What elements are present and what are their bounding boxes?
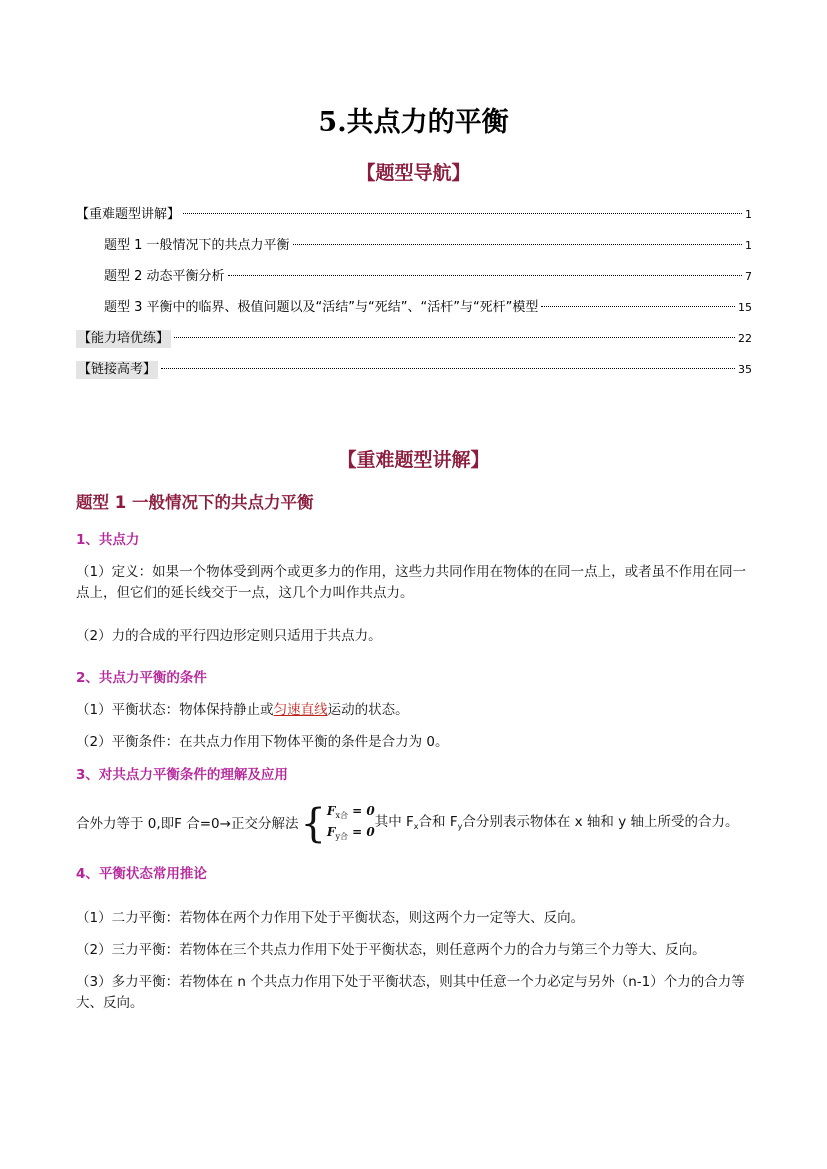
equation-y: $F_{y合} = 0$	[326, 825, 375, 841]
point-3-title: 3、对共点力平衡条件的理解及应用	[76, 767, 288, 783]
toc-leader-dots	[228, 275, 742, 276]
toc-leader-dots	[183, 213, 742, 214]
point-2-title: 2、共点力平衡的条件	[76, 670, 207, 686]
state-text-pre: （1）平衡状态：物体保持静止或	[76, 702, 274, 718]
toc-page-number: 1	[745, 208, 752, 221]
point-1-title: 1、共点力	[76, 532, 140, 548]
table-of-contents	[76, 206, 752, 379]
toc-leader-dots	[293, 244, 742, 245]
toc-entry-type-1[interactable]	[104, 237, 752, 255]
nav-heading: 【题型导航】	[356, 162, 471, 184]
point-2-state	[76, 700, 756, 721]
point-4-two-forces: （1）二力平衡：若物体在两个力作用下处于平衡状态，则这两个力一定等大、反向。	[76, 910, 585, 926]
point-4-title: 4、平衡状态常用推论	[76, 866, 207, 882]
point-3-formula-line	[76, 803, 776, 845]
toc-label: 【链接高考】	[78, 362, 157, 377]
formula-text-pre: 合外力等于 0,即F 合=0→正交分解法	[76, 815, 299, 832]
toc-page-number: 35	[738, 363, 752, 376]
toc-page-number: 15	[738, 301, 752, 314]
toc-leader-dots	[174, 337, 735, 338]
toc-entry-gaokao[interactable]	[76, 361, 752, 379]
toc-entry-type-3[interactable]	[104, 299, 752, 317]
toc-leader-dots	[541, 306, 735, 307]
section-heading: 【重难题型讲解】	[337, 449, 490, 471]
toc-entry-ability[interactable]	[76, 330, 752, 348]
point-4-three-forces: （2）三力平衡：若物体在三个共点力作用下处于平衡状态，则任意两个力的合力与第三个力等大、反向。	[76, 942, 706, 958]
toc-label: 题型 3 平衡中的临界、极值问题以及“活结”与“死结”、“活杆”与“死杆”模型	[104, 300, 539, 315]
document-title: 5.共点力的平衡	[318, 107, 509, 138]
toc-page-number: 7	[745, 270, 752, 283]
point-4-many-forces: （3）多力平衡：若物体在 n 个共点力作用下处于平衡状态，则其中任意一个力必定与另外（n-1）个力的合力等大、反向。	[76, 974, 745, 1011]
toc-page-number: 1	[745, 239, 752, 252]
toc-label: 【能力培优练】	[78, 331, 170, 346]
point-1-note: （2）力的合成的平行四边形定则只适用于共点力。	[76, 628, 382, 644]
toc-leader-dots	[161, 368, 735, 369]
type-1-title: 题型 1 一般情况下的共点力平衡	[76, 493, 314, 512]
toc-entry-type-2[interactable]	[104, 268, 752, 286]
toc-label: 题型 1 一般情况下的共点力平衡	[104, 238, 290, 253]
toc-label: 题型 2 动态平衡分析	[104, 269, 225, 284]
toc-entry-key-types[interactable]	[76, 206, 752, 224]
formula-text-post: 其中 $F_x$合和 $F_y$合分别表示物体在 x 轴和 y 轴上所受的合力。	[374, 813, 739, 831]
point-2-condition: （2）平衡条件：在共点力作用下物体平衡的条件是合力为 0。	[76, 734, 449, 750]
toc-label: 【重难题型讲解】	[76, 207, 181, 222]
toc-page-number: 22	[738, 332, 752, 345]
point-1-definition: （1）定义：如果一个物体受到两个或更多力的作用，这些力共同作用在物体的在同一点上，或者虽不作用在同一点上，但它们的延长线交于一点，这几个力叫作共点力。	[76, 564, 747, 601]
equation-system	[327, 803, 375, 845]
equation-x: $F_{x合} = 0$	[326, 804, 375, 820]
uniform-linear-link[interactable]: 匀速直线	[273, 702, 328, 718]
brace-symbol: {	[300, 801, 326, 847]
state-text-post: 运动的状态。	[327, 702, 409, 718]
